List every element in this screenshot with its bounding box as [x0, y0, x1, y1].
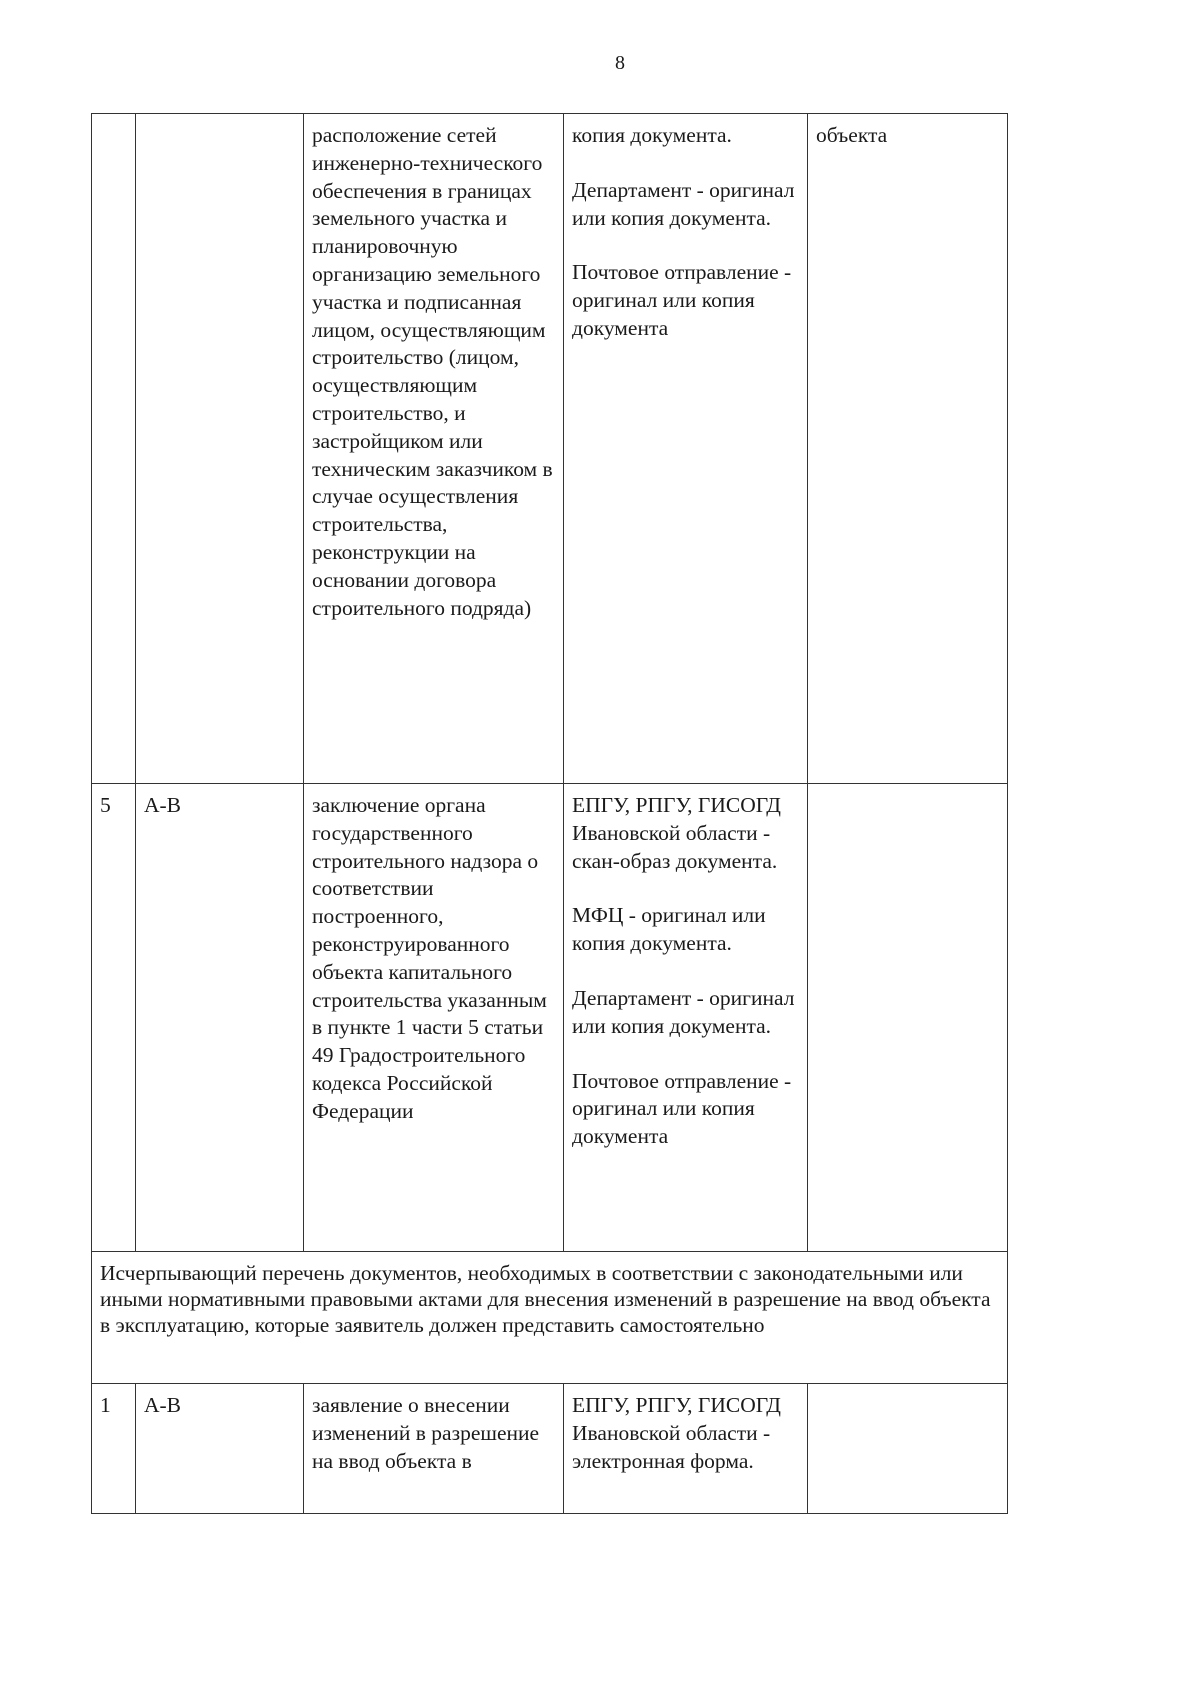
source-item: ЕПГУ, РПГУ, ГИСОГД Ивановской области - скан-образ документа. [572, 793, 781, 873]
table-row-continuation [92, 114, 1008, 784]
cell-category: А-В [136, 784, 304, 1252]
cell-sources [564, 1384, 808, 1514]
source-item: Департамент - оригинал или копия документа. [572, 985, 795, 1038]
cell-document: заключение органа государственного строительного надзора о соответствии построенного, реконструированного объекта капитального строительства указанным в пункте 1 части 5 статьи 49 Градостроительного кодекса Российской Федерации [304, 784, 564, 1252]
cell-category: А-В [136, 1384, 304, 1514]
section-heading: Исчерпывающий перечень документов, необходимых в соответствии с законодательными или иными нормативными правовыми актами для внесения изменений в разрешение на ввод объекта в эксплуатацию, которые заявитель должен представить самостоятельно [92, 1252, 1008, 1384]
source-item: МФЦ - оригинал или копия документа. [572, 903, 766, 956]
source-item: Департамент - оригинал или копия документа. [572, 177, 795, 230]
table-section-heading-row [92, 1252, 1008, 1384]
cell-note: объекта [808, 114, 1008, 784]
source-item: Почтовое отправление - оригинал или копия документа [572, 1068, 792, 1149]
cell-number: 1 [92, 1384, 136, 1514]
cell-sources [564, 784, 808, 1252]
cell-category [136, 114, 304, 784]
cell-note [808, 1384, 1008, 1514]
cell-sources [564, 114, 808, 784]
page-number: 8 [615, 52, 625, 74]
cell-number: 5 [92, 784, 136, 1252]
source-item: копия документа. [572, 123, 732, 147]
cell-number [92, 114, 136, 784]
documents-table [91, 113, 1008, 1514]
source-item: Почтовое отправление - оригинал или копия документа [572, 260, 792, 340]
cell-document: заявление о внесении изменений в разрешение на ввод объекта в [304, 1384, 564, 1514]
table-row-1 [92, 1384, 1008, 1514]
cell-document: расположение сетей инженерно-технического обеспечения в границах земельного участка и планировочную организацию земельного участка и подписанная лицом, осуществляющим строительство (лицом, осуществляющим строительство, и застройщиком или техническим заказчиком в случае осуществления строительства, реконструкции на основании договора строительного подряда) [304, 114, 564, 784]
table-row-5 [92, 784, 1008, 1252]
cell-note [808, 784, 1008, 1252]
source-item: ЕПГУ, РПГУ, ГИСОГД Ивановской области - электронная форма. [572, 1393, 781, 1473]
